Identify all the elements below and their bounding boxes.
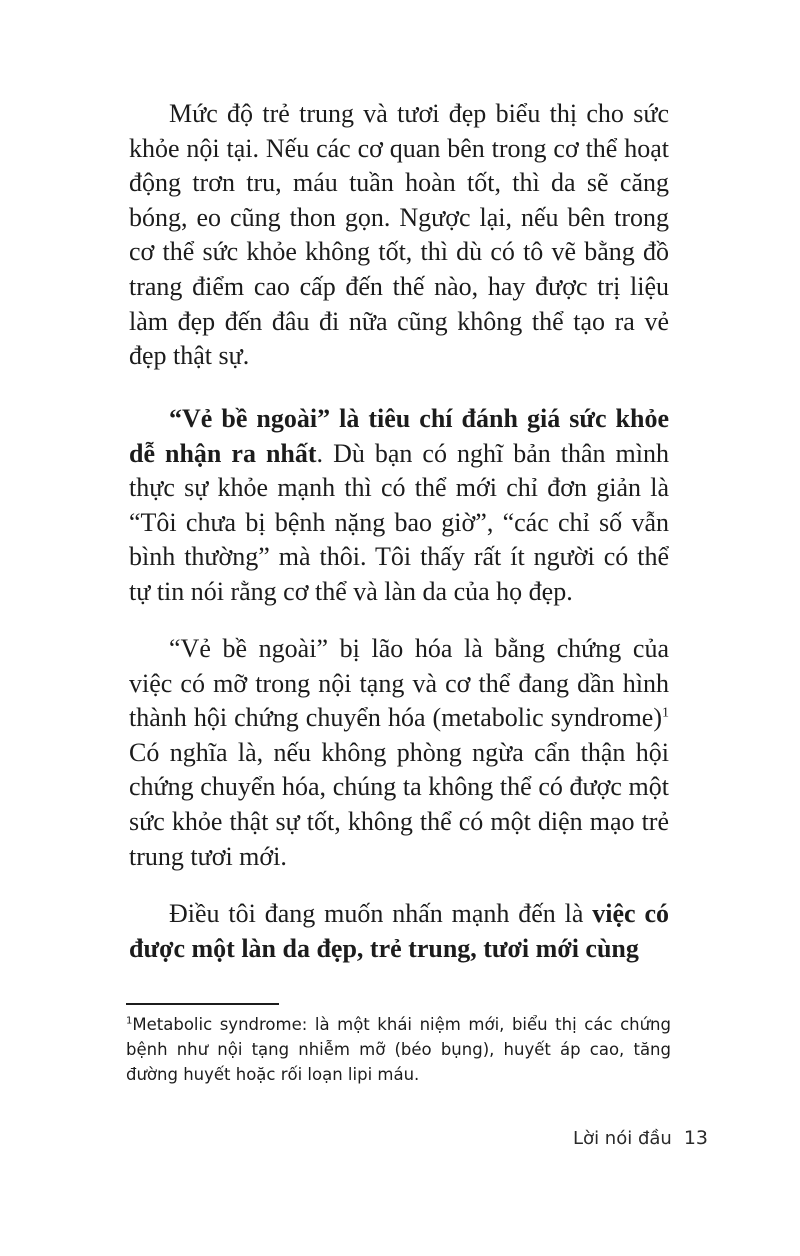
paragraph-2-bold-lead: “Vẻ bề ngoài” là tiêu chí đánh giá sức khỏe dễ nhận ra nhất bbox=[129, 404, 669, 468]
footnote-text: Metabolic syndrome: là một khái niệm mới, biểu thị các chứng bệnh như nội tạng nhiễm mỡ (béo bụng), huyết áp cao, tăng đường huyết hoặc rối loạn lipi máu. bbox=[126, 1015, 671, 1084]
paragraph-2 bbox=[129, 402, 669, 610]
paragraph-3-text-b: Có nghĩa là, nếu không phòng ngừa cẩn thận hội chứng chuyển hóa, chúng ta không thể có được một sức khỏe thật sự tốt, không thể có một diện mạo trẻ trung tươi mới. bbox=[129, 737, 669, 871]
footnote-reference: 1 bbox=[662, 705, 669, 721]
section-title: Lời nói đầu bbox=[573, 1128, 672, 1149]
paragraph-4-bold: việc có được một làn da đẹp, trẻ trung, tươi mới cùng bbox=[129, 899, 670, 963]
footnote-marker: 1 bbox=[126, 1015, 133, 1027]
paragraph-1-text: Mức độ trẻ trung và tươi đẹp biểu thị cho sức khỏe nội tại. Nếu các cơ quan bên trong cơ thể hoạt động trơn tru, máu tuần hoàn tốt, thì da sẽ căng bóng, eo cũng thon gọn. Ngược lại, nếu bên trong cơ thể sức khỏe không tốt, thì dù có tô vẽ bằng đồ trang điểm cao cấp đến thế nào, hay được trị liệu làm đẹp đến đâu đi nữa cũng không thể tạo ra vẻ đẹp thật sự. bbox=[129, 99, 669, 371]
paragraph-4 bbox=[129, 897, 669, 966]
paragraph-3-text-a: “Vẻ bề ngoài” bị lão hóa là bằng chứng của việc có mỡ trong nội tạng và cơ thể đang dần hình thành hội chứng chuyển hóa (metabolic syndrome) bbox=[129, 634, 669, 733]
paragraph-3 bbox=[129, 632, 669, 874]
paragraph-2-text: . Dù bạn có nghĩ bản thân mình thực sự khỏe mạnh thì có thể mới chỉ đơn giản là “Tôi chưa bị bệnh nặng bao giờ”, “các chỉ số vẫn bình thường” mà thôi. Tôi thấy rất ít người có thể tự tin nói rằng cơ thể và làn da của họ đẹp. bbox=[129, 438, 669, 606]
footnote-divider bbox=[126, 1003, 279, 1005]
page-number: 13 bbox=[683, 1127, 708, 1149]
page-footer bbox=[573, 1127, 708, 1149]
paragraph-4-text: Điều tôi đang muốn nhấn mạnh đến là bbox=[169, 899, 593, 928]
paragraph-1 bbox=[129, 97, 669, 374]
footnote bbox=[126, 1012, 671, 1087]
